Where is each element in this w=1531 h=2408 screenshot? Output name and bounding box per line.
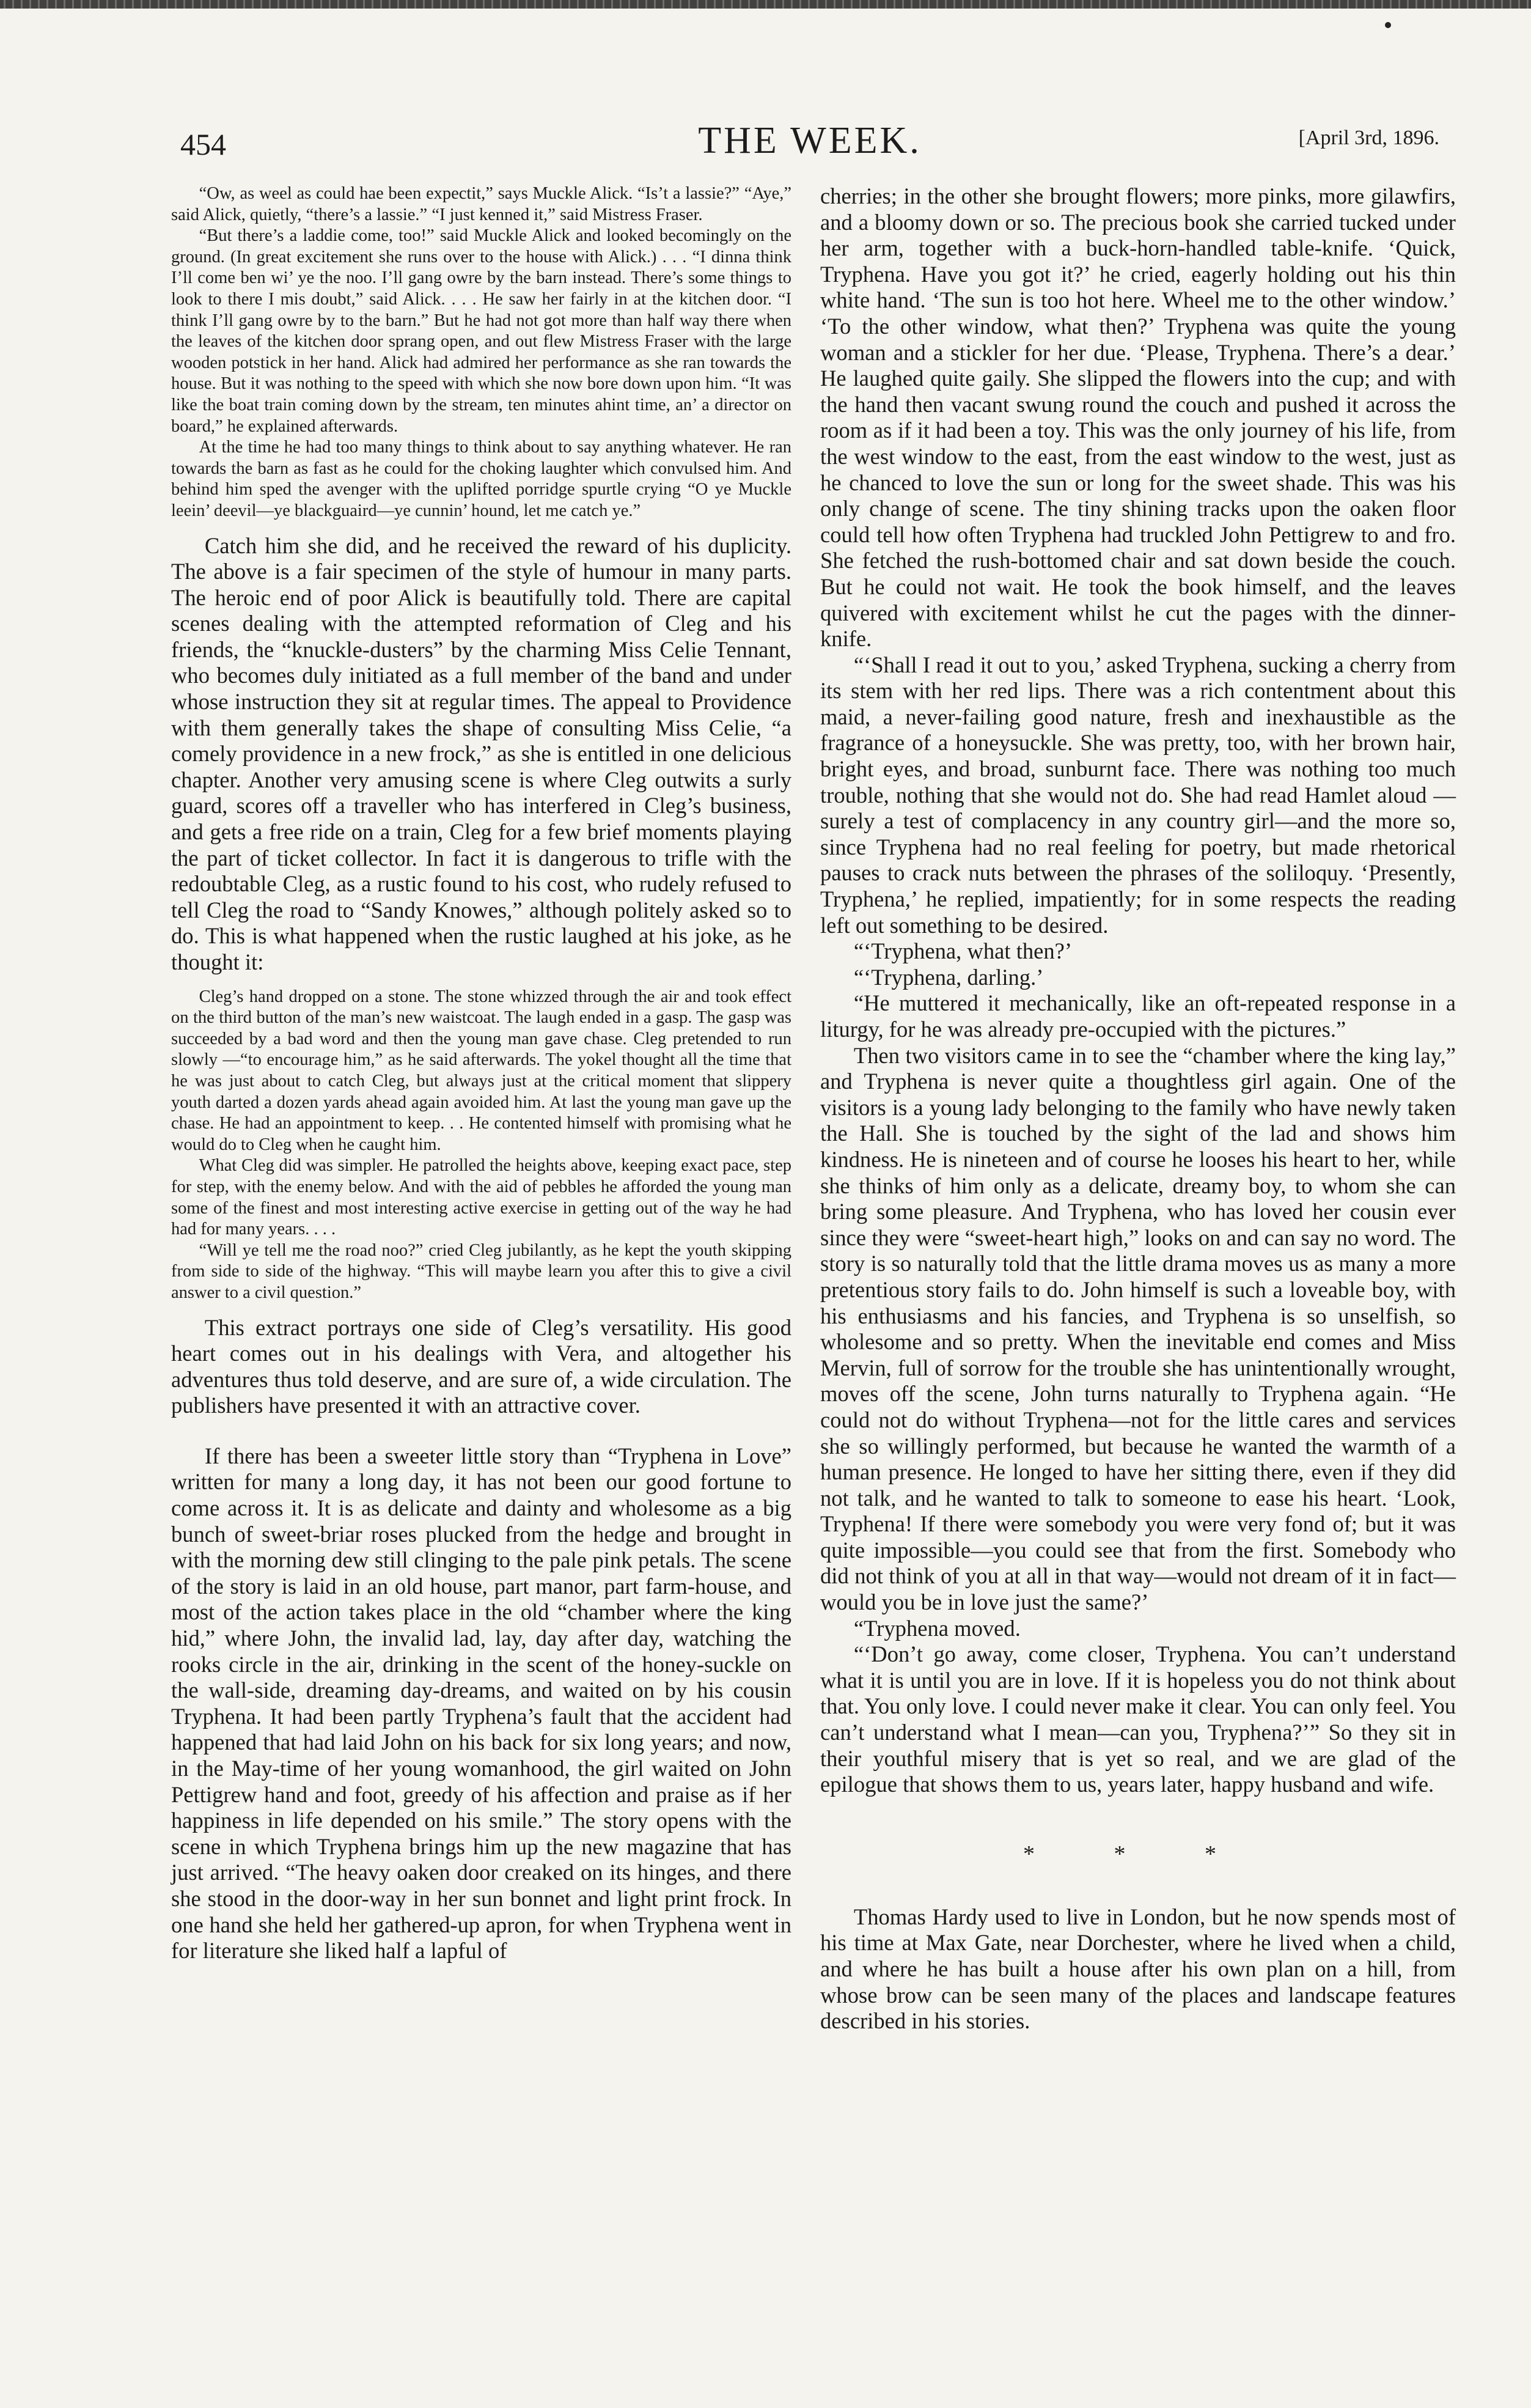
review-paragraph: “He muttered it mechanically, like an oft-repeated response in a liturgy, for he was already pre-occupied with the pictures.” bbox=[820, 990, 1456, 1042]
excerpt-paragraph: What Cleg did was simpler. He patrolled the heights above, keeping exact pace, step for step, with the enemy below. And with the aid of pebbles he afforded the young man some of the finest and most interesting active exercise in getting out of the way he had had for many years. . . . bbox=[171, 1156, 791, 1239]
review-paragraph: Then two visitors came in to see the “chamber where the king lay,” and Tryphena is never quite a thoughtless girl again. One of the visitors is a young lady belonging to the family who have newly taken the Hall. She is touched by the sight of the lad and shows him kindness. He is nineteen and of course he looses his heart to her, while she thinks of him only as a delicate, dreamy boy, to whom she can bring some pleasure. And Tryphena, who has loved her cousin ever since they were “sweet-heart high,” looks on and can say no word. The story is so naturally told that the little drama moves us as many a more pretentious story fails to do. John himself is such a loveable boy, with his enthusiasms and his fancies, and Tryphena is so unselfish, so wholesome and so pretty. When the inevitable end comes and Miss Mervin, full of sorrow for the trouble she has unintentionally wrought, moves off the scene, John turns naturally to Tryphena again. “He could not do without Tryphena—not for the little cares and services she so willingly performed, but because he wanted the warmth of a human presence. He longed to have her sitting there, even if they did not talk, and he wanted to talk to someone to ease his heart. ‘Look, Tryphena! If there were somebody you were very fond of; but it was quite impossible—you could see that from the first. Somebody who did not think of you at all in that way—would not dream of it in fact—would you be in love just the same?’ bbox=[820, 1042, 1456, 1615]
excerpt-paragraph: “Will ye tell me the road noo?” cried Cleg jubilantly, as he kept the youth skipping from side to side of the highway. “This will maybe learn you after this to give a civil answer to a civil question.” bbox=[171, 1240, 791, 1302]
left-column bbox=[171, 183, 791, 1964]
review-paragraph: cherries; in the other she brought flowers; more pinks, more gilawfirs, and a bloomy down or so. The precious book she carried tucked under her arm, together with a buck-horn-handled table-knife. ‘Quick, Tryphena. Have you got it?’ he cried, eagerly holding out his thin white hand. ‘The sun is too hot here. Wheel me to the other window.’ ‘To the other window, what then?’ Tryphena was quite the young woman and a stickler for her due. ‘Please, Tryphena. There’s a dear.’ He laughed quite gaily. She slipped the flowers into the cup; and with the hand then vacant swung round the couch and pushed it across the room as if it had been a toy. This was the only journey of his life, from the west window to the east, from the east window to the west, just as he chanced to love the sun or long for the sweet shade. This was his only change of scene. The tiny shining tracks upon the oaken floor could tell how often Tryphena had truckled John Pettigrew to and fro. She fetched the rush-bottomed chair and sat down beside the couch. But he could not wait. He took the book himself, and the leaves quivered with excitement whilst he cut the pages with the dinner-knife. bbox=[820, 183, 1456, 652]
review-paragraph: “‘Shall I read it out to you,’ asked Tryphena, sucking a cherry from its stem with her red lips. There was a rich contentment about this maid, a never-failing good nature, fresh and inexhaustible as the fragrance of a honeysuckle. She was pretty, too, with her brown hair, bright eyes, and broad, sunburnt face. There was nothing too much trouble, nothing that she would not do. She had read Hamlet aloud —surely a test of complacency in any country girl—and the more so, since Tryphena had no real feeling for poetry, but made rhetorical pauses to crack nuts between the phrases of the soliloquy. ‘Presently, Tryphena,’ he replied, impatiently; for in some respects the reading left out something to be desired. bbox=[820, 652, 1456, 938]
quoted-line: “‘Tryphena, darling.’ bbox=[853, 964, 1044, 990]
scan-edge-rule bbox=[0, 0, 1531, 9]
excerpt-paragraph: At the time he had too many things to think about to say anything whatever. He ran towards the barn as fast as he could for the choking laughter which convulsed him. And behind him sped the avenger with the uplifted porridge spurtle crying “O ye Muckle leein’ deevil—ye blackguaird—ye cunnin’ hound, let me catch ye.” bbox=[171, 438, 791, 520]
excerpt-paragraph: “But there’s a laddie come, too!” said Muckle Alick and looked becomingly on the ground. (In great excitement she runs over to the house with Alick.) . . . “I dinna think I’ll come ben wi’ ye the noo. I’ll gang owre by the barn instead. There’s some things to look to there I mis doubt,” said Alick. . . . He saw her fairly in at the kitchen door. “I think I’ll gang owre by to the barn.” But he had not got more than half way there when the leaves of the kitchen door sprang open, and out flew Mistress Fraser with the large wooden potstick in her hand. Alick had admired her performance as she ran towards the house. But it was nothing to the speed with which she now bore down upon him. “It was like the boat train coming down by the stream, ten minutes ahint time, an’ a director on board,” he explained afterwards. bbox=[171, 226, 791, 436]
review-paragraph: “‘Don’t go away, come closer, Tryphena. You can’t understand what it is until you are in love. If it is hopeless you do not think about that. You only love. I could never make it clear. You can only feel. You can’t understand what I mean—can you, Tryphena?’” So they sit in their youthful misery that is yet so real, and we are glad of the epilogue that shows them to us, years later, happy husband and wife. bbox=[820, 1641, 1456, 1797]
review-paragraph: Thomas Hardy used to live in London, but he now spends most of his time at Max Gate, near Dorchester, where he lived when a child, and where he has built a house after his own plan on a hill, from whose brow can be seen many of the places and landscape features described in his stories. bbox=[820, 1904, 1456, 2034]
scan-speck bbox=[1385, 22, 1391, 28]
right-column bbox=[820, 183, 1456, 2034]
excerpt-paragraph: Cleg’s hand dropped on a stone. The stone whizzed through the air and took effect on the third button of the man’s new waistcoat. The laugh ended in a gasp. The gasp was succeeded by a bad word and then the young man gave chase. Cleg pretended to run slowly —“to encourage him,” as he said afterwards. The yokel thought all the time that he was just about to catch Cleg, but always just at the critical moment that slippery youth darted a dozen yards ahead again avoided him. At last the young man gave up the chase. He had an appointment to keep. . . He contented himself with promising what he would do to Cleg when he caught him. bbox=[171, 987, 791, 1154]
review-paragraph: If there has been a sweeter little story than “Tryphena in Love” written for many a long day, it has not been our good fortune to come across it. It is as delicate and dainty and wholesome as a big bunch of sweet-briar roses plucked from the hedge and brought in with the morning dew still clinging to the pale pink petals. The scene of the story is laid in an old house, part manor, part farm-house, and most of the action takes place in the old “chamber where the king hid,” where John, the invalid lad, lay, day after day, watching the rooks circle in the air, drinking in the scent of the honey-suckle on the wall-side, dreaming day-dreams, and waited on by his cousin Tryphena. It had been partly Tryphena’s fault that the accident had happened that had laid John on his back for six long years; and now, in the May-time of her young womanhood, the girl waited on John Pettigrew hand and foot, greedy of his affection and praise as if her happiness in life depended on his smile.” The story opens with the scene in which Tryphena brings him up the new magazine that has just arrived. “The heavy oaken door creaked on its hinges, and there she stood in the door-way in her sun bonnet and light print frock. In one hand she held her gathered-up apron, for when Tryphena went in for literature she liked half a lapful of bbox=[171, 1443, 791, 1964]
review-paragraph: Catch him she did, and he received the reward of his duplicity. The above is a fair specimen of the style of humour in many parts. The heroic end of poor Alick is beautifully told. There are capital scenes dealing with the attempted reformation of Cleg and his friends, the “knuckle-dusters” by the charming Miss Celie Tennant, who becomes duly initiated as a full member of the band and under whose instruction they sit at regular times. The appeal to Providence with them generally takes the shape of consulting Miss Celie, “a comely providence in a new frock,” as she is entitled in one delicious chapter. Another very amusing scene is where Cleg outwits a surly guard, scores off a traveller who has interfered in Cleg’s business, and gets a free ride on a train, Cleg for a few brief moments playing the part of ticket collector. In fact it is dangerous to trifle with the redoubtable Cleg, as a rustic found to his cost, who rudely refused to tell Cleg the road to “Sandy Knowes,” although politely asked so to do. This is what happened when the rustic laughed at his joke, as he thought it: bbox=[171, 532, 791, 974]
page-header bbox=[180, 119, 1439, 174]
excerpt-paragraph: “Ow, as weel as could hae been expectit,” says Muckle Alick. “Is’t a lassie?” “Aye,” said Alick, quietly, “there’s a lassie.” “I just kenned it,” said Mistress Fraser. bbox=[171, 184, 791, 224]
section-separator: * * * bbox=[1023, 1841, 1253, 1867]
publication-title: THE WEEK. bbox=[698, 120, 922, 161]
review-paragraph: This extract portrays one side of Cleg’s versatility. His good heart comes out in his dealings with Vera, and altogether his adventures thus told deserve, and are sure of, a wide circulation. The publishers have presented it with an attractive cover. bbox=[171, 1314, 791, 1418]
issue-date: [April 3rd, 1896. bbox=[1298, 127, 1439, 149]
quoted-line: “Tryphena moved. bbox=[853, 1615, 1021, 1641]
page-number: 454 bbox=[180, 127, 226, 161]
quoted-line: “‘Tryphena, what then?’ bbox=[853, 938, 1073, 964]
